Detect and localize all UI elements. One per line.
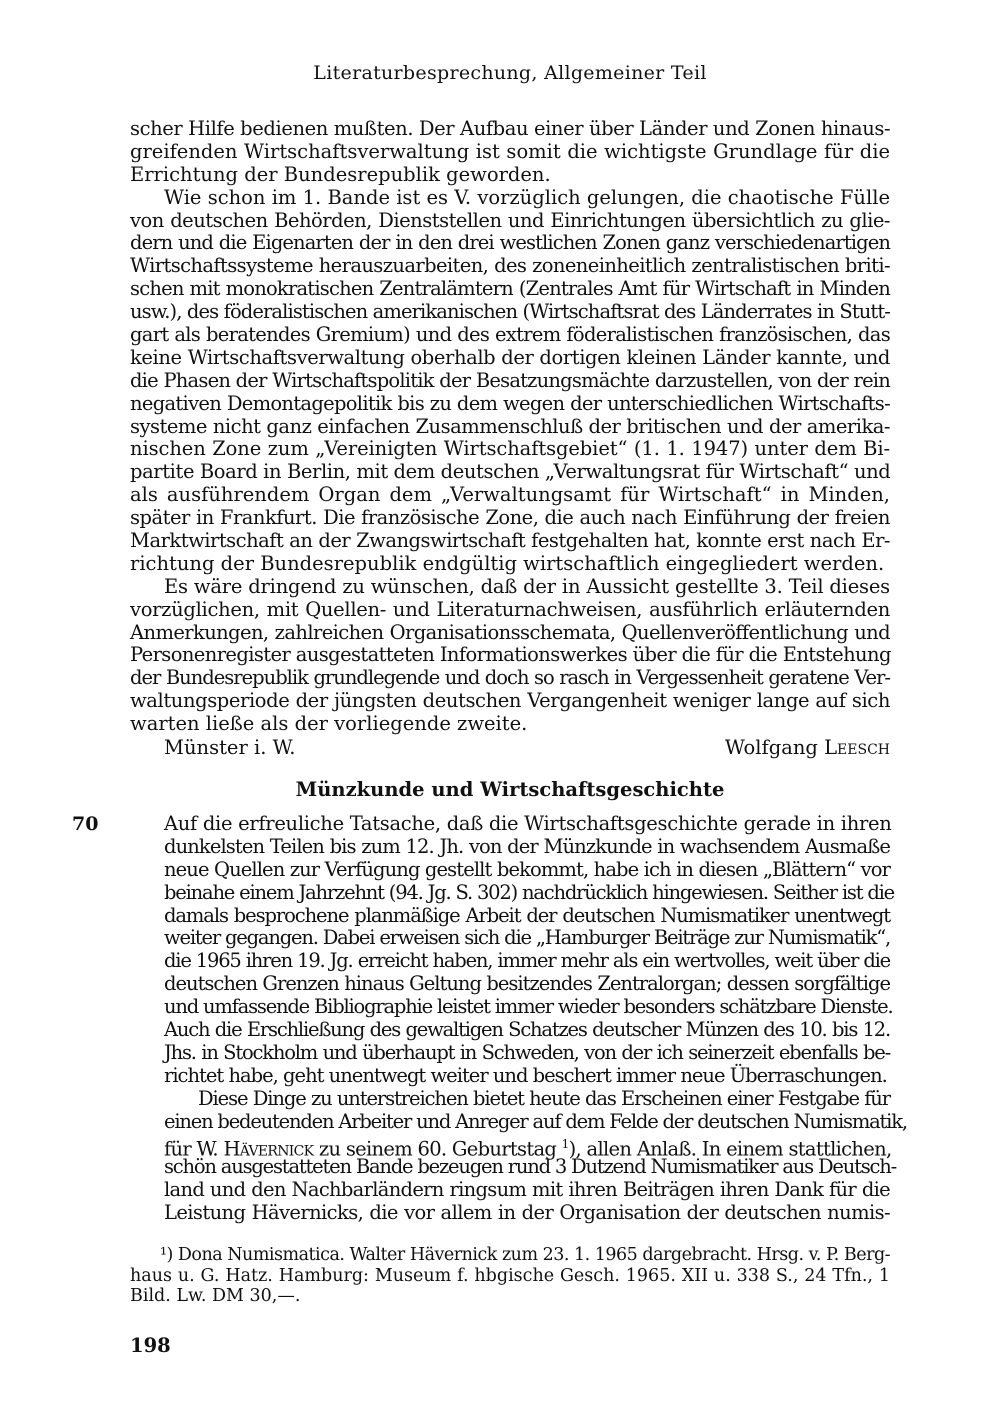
text-line: von deutschen Behörden, Dienststellen und Einrichtungen übersichtlich zu glie- <box>130 208 890 232</box>
text-fragment: für W. <box>164 1137 218 1161</box>
footnote-line: ¹) Dona Numismatica. Walter Hävernick zum 23. 1. 1965 dargebracht. Hrsg. v. P. Berg- <box>160 1245 891 1265</box>
footnote <box>130 1245 890 1307</box>
text-line: neue Quellen zur Verfügung gestellt bekommt, habe ich in diesen „Blättern“ vor <box>164 857 890 881</box>
text-line: vorzüglichen, mit Quellen- und Literaturnachweisen, ausführlich erläuternden <box>130 597 890 621</box>
text-line: Auf die erfreuliche Tatsache, daß die Wirtschaftsgeschichte gerade in ihren <box>164 812 892 835</box>
text-line: Anmerkungen, zahlreichen Organisationsschemata, Quellenveröffentlichung und <box>130 620 890 644</box>
footnote-line: Bild. Lw. DM 30,—. <box>130 1286 301 1306</box>
text-line: der Bundesrepublik grundlegende und doch so rasch in Vergessenheit geratene Ver- <box>130 666 890 690</box>
text-line: systeme nicht ganz einfachen Zusammenschluß der britischen und der amerika- <box>130 414 890 438</box>
text-line: schen mit monokratischen Zentralämtern (Zentrales Amt für Wirtschaft in Minden <box>130 277 890 301</box>
signature-place: Münster i. W. <box>164 736 296 760</box>
signature-first-name: Wolfgang <box>724 736 818 760</box>
text-line: Wirtschaftssysteme herauszuarbeiten, des zoneneinheitlich zentralistischen briti- <box>130 254 890 278</box>
text-line: warten ließe als der vorliegende zweite. <box>130 712 528 736</box>
text-line: negativen Demontagepolitik bis zu dem wegen der unterschiedlichen Wirtschafts- <box>130 391 890 415</box>
text-line: dern und die Eigenarten der in den drei westlichen Zonen ganz verschiedenartigen <box>130 231 890 255</box>
person-name: Hävernick <box>223 1137 314 1161</box>
text-line: richtet habe, geht unentwegt weiter und beschert immer neue Überraschungen. <box>164 1063 887 1087</box>
text-line: usw.), des föderalistischen amerikanischen (Wirtschaftsrat des Länderrates in Stutt- <box>130 300 890 324</box>
text-line <box>130 1133 892 1161</box>
text-line: nischen Zone zum „Vereinigten Wirtschaftsgebiet“ (1. 1. 1947) unter dem Bi- <box>130 437 890 461</box>
text-line: einen bedeutenden Arbeiter und Anreger auf dem Felde der deutschen Numismatik, <box>164 1109 907 1133</box>
signature-author <box>725 736 890 759</box>
page-number: 198 <box>130 1334 171 1357</box>
text-line: keine Wirtschaftsverwaltung oberhalb der dortigen kleinen Länder kannte, und <box>130 345 890 369</box>
review-text-continued <box>130 118 890 759</box>
text-line: greifenden Wirtschaftsverwaltung ist somit die wichtigste Grundlage für die <box>130 139 890 163</box>
section-heading: Münzkunde und Wirtschaftsgeschichte <box>295 778 725 801</box>
text-fragment: zu seinem 60. Geburtstag <box>318 1137 557 1161</box>
text-fragment: ), allen Anlaß. In einem stattlichen, <box>568 1137 892 1161</box>
text-line: Wie schon im 1. Bande ist es V. vorzüglich gelungen, die chaotische Fülle <box>164 185 890 209</box>
running-head: Literaturbesprechung, Allgemeiner Teil <box>313 62 707 84</box>
text-line: die Phasen der Wirtschaftspolitik der Besatzungsmächte darzustellen, von der rein <box>130 368 890 392</box>
text-line: als ausführendem Organ dem „Verwaltungsamt für Wirtschaft“ in Minden, <box>130 483 890 507</box>
review-text-numismatics <box>130 812 907 1225</box>
text-line: gart als beratendes Gremium) und des extrem föderalistischen französischen, das <box>130 323 890 347</box>
review-signature <box>130 736 890 759</box>
footnote-marker: 1 <box>561 1137 569 1152</box>
text-line: land und den Nachbarländern ringsum mit ihren Beiträgen ihren Dank für die <box>164 1178 890 1202</box>
text-line: Diese Dinge zu unterstreichen bietet heute das Erscheinen einer Festgabe für <box>198 1086 890 1110</box>
text-line: Jhs. in Stockholm und überhaupt in Schweden, von der ich seinerzeit ebenfalls be- <box>164 1040 890 1064</box>
text-line: Personenregister ausgestatteten Informationswerkes über die für die Entstehung <box>130 643 891 667</box>
text-line: Es wäre dringend zu wünschen, daß der in Aussicht gestellte 3. Teil dieses <box>164 574 890 598</box>
text-line: Errichtung der Bundesrepublik geworden. <box>130 162 551 186</box>
footnote-line: haus u. G. Hatz. Hamburg: Museum f. hbgische Gesch. 1965. XII u. 338 S., 24 Tfn., 1 <box>130 1265 890 1286</box>
text-line: dunkelsten Teilen bis zum 12. Jh. von der Münzkunde in wachsendem Ausmaße <box>164 834 890 858</box>
signature-last-name: Leesch <box>824 736 890 760</box>
text-line: scher Hilfe bedienen mußten. Der Aufbau einer über Länder und Zonen hinaus- <box>130 117 891 140</box>
text-line: waltungsperiode der jüngsten deutschen Vergangenheit weniger lange auf sich <box>130 689 890 713</box>
text-line: später in Frankfurt. Die französische Zone, die auch nach Einführung der freien <box>130 506 890 530</box>
text-line: Auch die Erschließung des gewaltigen Schatzes deutscher Münzen des 10. bis 12. <box>164 1018 890 1042</box>
text-line: Marktwirtschaft an der Zwangswirtschaft festgehalten hat, konnte erst nach Er- <box>130 529 890 553</box>
text-line: die 1965 ihren 19. Jg. erreicht haben, immer mehr als ein wertvolles, weit über die <box>164 949 890 973</box>
text-line: partite Board in Berlin, mit dem deutschen „Verwaltungsrat für Wirtschaft“ und <box>130 460 891 484</box>
text-line: und umfassende Bibliographie leistet immer wieder besonders schätzbare Dienste. <box>164 995 893 1019</box>
text-line: deutschen Grenzen hinaus Geltung besitzendes Zentralorgan; dessen sorgfältige <box>164 972 890 996</box>
text-line: damals besprochene planmäßige Arbeit der deutschen Numismatiker unentwegt <box>164 903 890 927</box>
margin-number: 70 <box>72 813 99 835</box>
text-line: Leistung Hävernicks, die vor allem in der Organisation der deutschen numis- <box>164 1201 890 1225</box>
text-line: schön ausgestatteten Bande bezeugen rund 3 Dutzend Numismatiker aus Deutsch- <box>164 1155 896 1179</box>
text-line: richtung der Bundesrepublik endgültig wirtschaftlich eingegliedert werden. <box>130 551 885 575</box>
text-line: weiter gegangen. Dabei erweisen sich die „Hamburger Beiträge zur Numismatik“, <box>164 926 890 950</box>
text-line: beinahe einem Jahrzehnt (94. Jg. S. 302) nachdrücklich hingewiesen. Seither ist die <box>164 880 894 904</box>
